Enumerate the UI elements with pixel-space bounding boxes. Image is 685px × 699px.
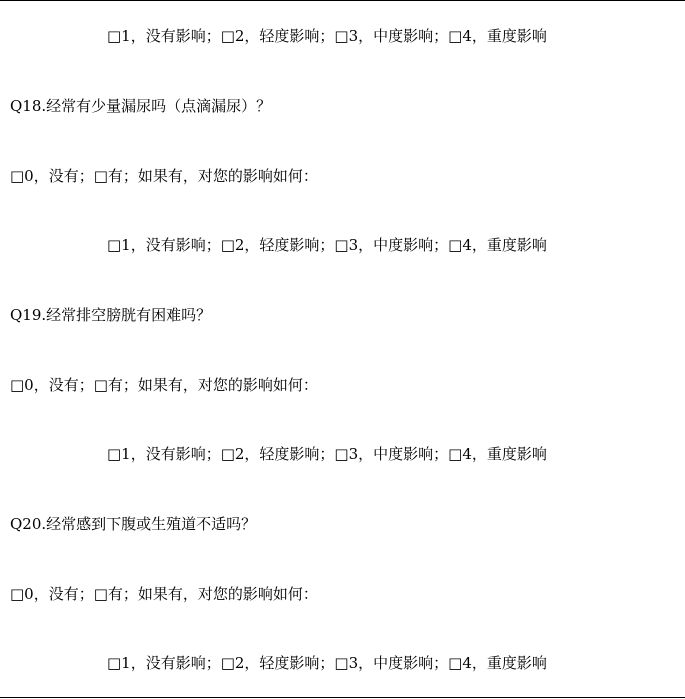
q17-impact-options: □1，没有影响；□2，轻度影响；□3，中度影响；□4，重度影响 xyxy=(107,27,547,45)
top-rule xyxy=(0,0,685,1)
q18-impact-options: □1，没有影响；□2，轻度影响；□3，中度影响；□4，重度影响 xyxy=(107,236,547,254)
q19-impact-options: □1，没有影响；□2，轻度影响；□3，中度影响；□4，重度影响 xyxy=(107,445,547,463)
q18-question: Q18.经常有少量漏尿吗（点滴漏尿）？ xyxy=(10,97,272,115)
bottom-rule xyxy=(0,697,685,698)
q20-question: Q20.经常感到下腹或生殖道不适吗？ xyxy=(10,515,257,533)
q20-answer-options: □0，没有；□有；如果有，对您的影响如何： xyxy=(10,585,318,603)
q20-impact-options: □1，没有影响；□2，轻度影响；□3，中度影响；□4，重度影响 xyxy=(107,654,547,672)
q19-question: Q19.经常排空膀胱有困难吗？ xyxy=(10,306,212,324)
q19-answer-options: □0，没有；□有；如果有，对您的影响如何： xyxy=(10,376,318,394)
q18-answer-options: □0，没有；□有；如果有，对您的影响如何： xyxy=(10,167,318,185)
